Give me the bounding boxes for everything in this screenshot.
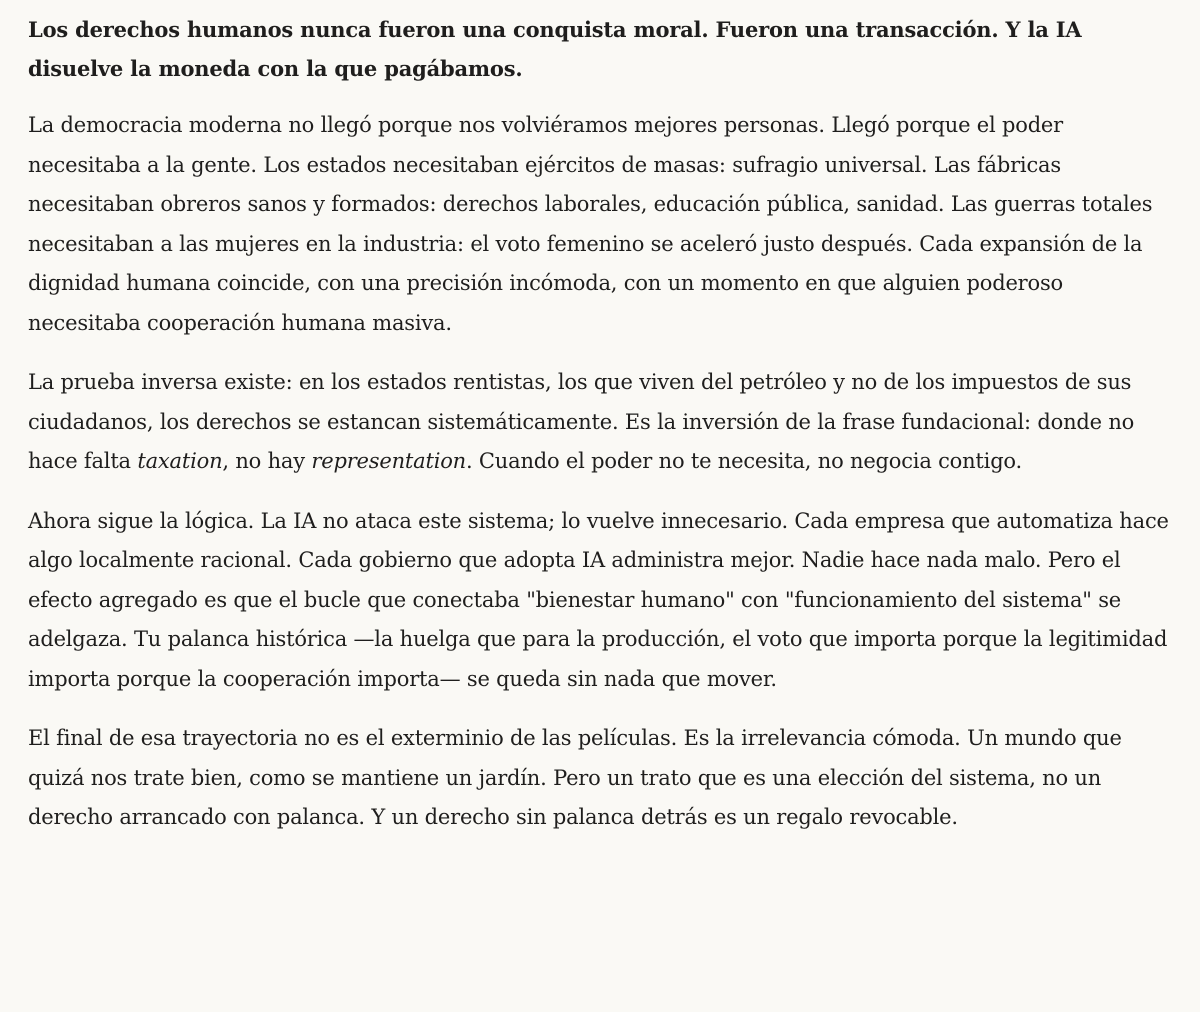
paragraph-democracy: La democracia moderna no llegó porque nos volviéramos mejores personas. Llegó porque el poder necesitaba a la gente. Los estados necesitaban ejércitos de masas: sufragio universal. Las fábricas necesitaban obreros sanos y formados: derechos laborales, educación pública, sanidad. Las guerras totales necesitaban a las mujeres en la industria: el voto femenino se aceleró justo después. Cada expansión de la dignidad humana coincide, con una precisión incómoda, con un momento en que alguien poderoso necesitaba cooperación humana masiva.	[28, 113, 1153, 335]
message-body	[28, 10, 1172, 838]
paragraph-conclusion: El final de esa trayectoria no es el exterminio de las películas. Es la irrelevancia cómoda. Un mundo que quizá nos trate bien, como se mantiene un jardín. Pero un trato que es una elección del sistema, no un derecho arrancado con palanca. Y un derecho sin palanca detrás es un regalo revocable.	[28, 726, 1122, 829]
lead-paragraph: Los derechos humanos nunca fueron una conquista moral. Fueron una transacción. Y la IA disuelve la moneda con la que pagábamos.	[28, 17, 1082, 81]
paragraph-rentier-states	[28, 363, 1172, 482]
paragraph-ai-logic: Ahora sigue la lógica. La IA no ataca este sistema; lo vuelve innecesario. Cada empresa que automatiza hace algo localmente racional. Cada gobierno que adopta IA administra mejor. Nadie hace nada malo. Pero el efecto agregado es que el bucle que conectaba "bienestar humano" con "funcionamiento del sistema" se adelgaza. Tu palanca histórica —la huelga que para la producción, el voto que importa porque la legitimidad importa porque la cooperación importa— se queda sin nada que mover.	[28, 508, 1169, 691]
paragraph-rentier-text-1: La prueba inversa existe: en los estados rentistas, los que viven del petróleo y no de los impuestos de sus ciudadanos, los derechos se estancan sistemáticamente. Es la inversión de la frase fundacional: donde no hace falta	[28, 370, 1135, 473]
paragraph-rentier-text-3: . Cuando el poder no te necesita, no negocia contigo.	[465, 449, 1022, 473]
term-taxation: taxation	[137, 449, 223, 473]
term-representation: representation	[311, 449, 466, 473]
paragraph-rentier-text-2: , no hay	[222, 449, 312, 473]
